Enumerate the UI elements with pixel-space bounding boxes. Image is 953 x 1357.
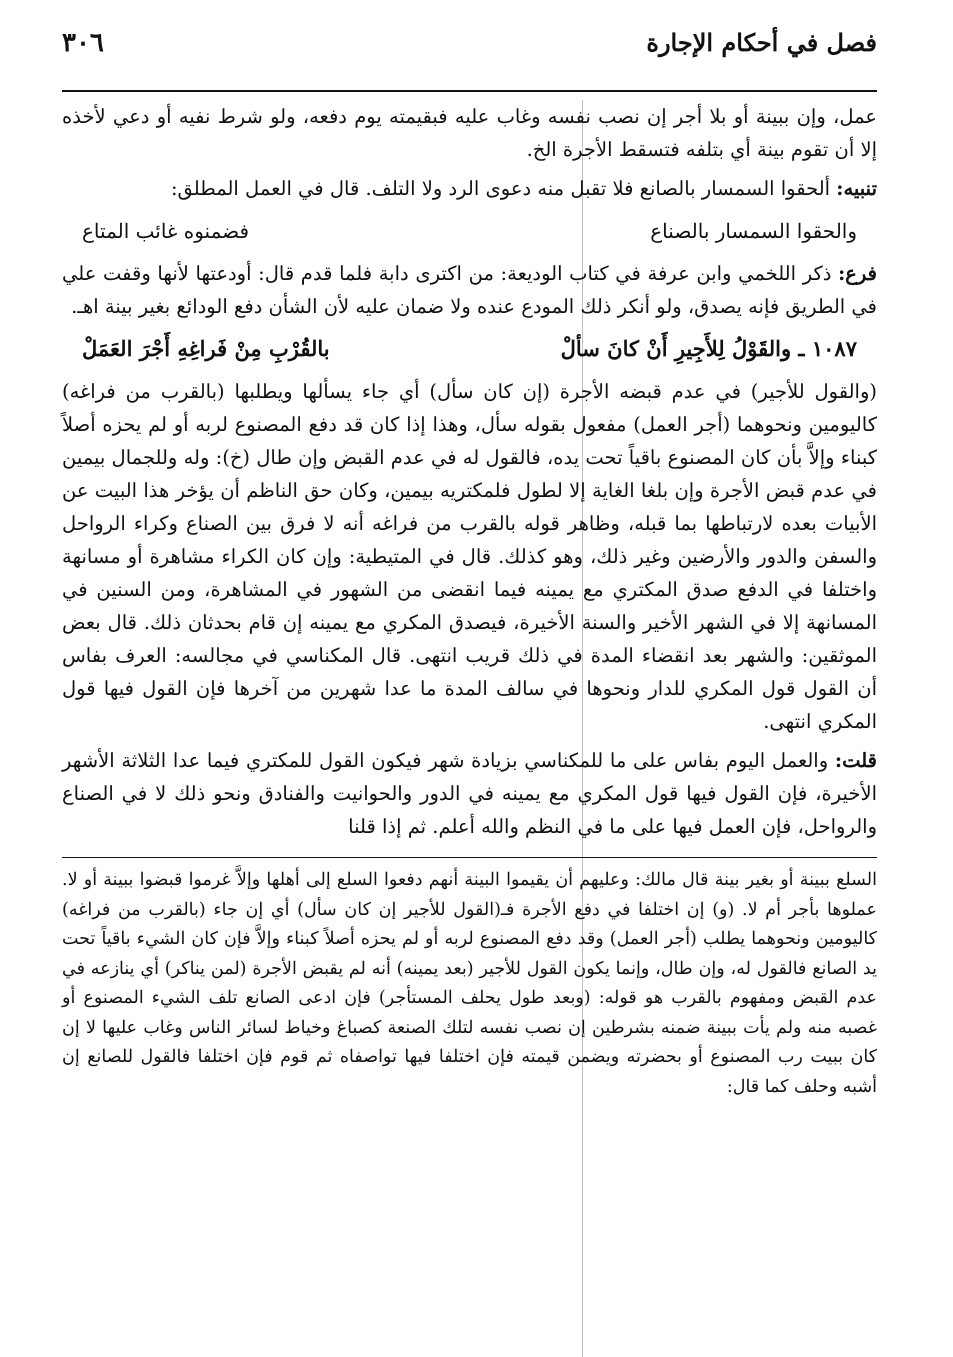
verse-line xyxy=(62,211,877,251)
commentary-paragraph: (والقول للأجير) في عدم قبضه الأجرة (إن كان سأل) أي جاء يسألها ويطلبها (بالقرب من فراغه) كاليومين ونحوهما (أجر العمل) مفعول بقوله سأل، وهذا إذا كان قد دفع المصنوع لربه أو لم يحزه أصلاً كبناء وإلاَّ بأن كان المصنوع باقياً تحت يده، فالقول له في عدم القبض وإن طال (خ): وله وللجمال بيمين في عدم قبض الأجرة وإن بلغا الغاية إلا لطول فلمكتريه بيمين، وكان حق الناظم أن يؤخر هذا البيت عن الأبيات بعده لارتباطها بما قبله، وظاهر قوله بالقرب من فراغه أنه لا فرق بين الصناع وكراء الرواحل والسفن والدور والأرضين وغير ذلك، وهو كذلك. قال في المتيطية: وإن كان الكراء مشاهرة أو مسانهة واختلفا في الدفع صدق المكتري مع يمينه فيما انقضى من الشهور في المشاهرة، ومن السنين في المسانهة إلا في الشهر الأخير والسنة الأخيرة، فيصدق المكري مع يمينه إن قام بحدثان ذلك. قال بعض الموثقين: والشهر بعد انقضاء المدة في ذلك قريب انتهى. قال المكناسي في مجالسه: العرف بفاس أن القول قول المكري للدار ونحوها في سالف المدة ما عدا شهرين من آخرها فإن القول فيها قول المكري انتهى. xyxy=(62,380,877,733)
verse-line-numbered xyxy=(62,329,877,369)
remark-text: والعمل اليوم بفاس على ما للمكناسي بزيادة شهر فيكون القول للمكتري فيما عدا الثلاثة الأشهر الأخيرة، فإن القول فيها قول المكري مع يمينه في الدور والحوانيت والفنادق ونحو ذلك لا في الصناع والرواحل، فإن العمل فيها على ما في النظم والله أعلم. ثم إذا قلنا xyxy=(62,749,877,838)
page-header xyxy=(62,28,877,90)
footnote xyxy=(62,866,877,1102)
branch-label: فرع: xyxy=(838,262,877,285)
footnote-rule xyxy=(62,857,877,858)
verse-hemistich: ١٠٨٧ ـ والقَوْلُ لِلأَجِيرِ أَنْ كانَ سألْ xyxy=(560,336,857,361)
page xyxy=(62,28,877,1102)
note-paragraph xyxy=(62,172,877,205)
header-rule xyxy=(62,90,877,92)
paragraph: عمل، وإن ببينة أو بلا أجر إن نصب نفسه وغاب عليه فبقيمته يوم دفعه، ولو شرط نفيه أو دعي لأخذه إلا أن تقوم بينة أي بتلفه فتسقط الأجرة الخ. xyxy=(62,105,877,161)
branch-paragraph xyxy=(62,257,877,323)
main-text xyxy=(62,100,877,843)
note-text: ألحقوا السمسار بالصانع فلا تقبل منه دعوى الرد ولا التلف. قال في العمل المطلق: xyxy=(170,177,831,200)
verse-hemistich: والحقوا السمسار بالصناع xyxy=(650,219,857,243)
footnote-text: السلع ببينة أو بغير بينة قال مالك: وعليهم أن يقيموا البينة أنهم دفعوا السلع إلى أهلها وإلاَّ غرموا قبضوا ببينة أو لا. عملوها بأجر أم لا. (و) إن اختلفا في دفع الأجرة فـ(القول للأجير إن كان سأل) أي إن جاء (بالقرب من فراغه) كاليومين ونحوهما يطلب (أجر العمل) وقد دفع المصنوع لربه أو لم يحزه أصلاً كبناء وإلاَّ فإن كان الشيء باقياً تحت يد الصانع فالقول له، وإن طال، وإنما يكون القول للأجير (بعد يمينه) أنه لم يقبض الأجرة (لمن يناكر) أي ينازعه في عدم القبض ومفهوم بالقرب هو قوله: (وبعد طول يحلف المستأجر) فإن ادعى الصانع تلف الشيء المصنوع أو غصبه منه ولم يأت ببينة ضمنه بشرطين إن نصب نفسه لتلك الصنعة كصباغ وخياط لسائر الناس وغاب عليها لا إن كان ببيت رب المصنوع أو بحضرته ويضمن قيمته فإن اختلفا فيها تواصفاه ثم قوم فإن اختلفا فالقول للصانع إن أشبه وحلف كما قال: xyxy=(62,870,877,1097)
note-label: تنبيه: xyxy=(836,177,877,200)
remark-label: قلت: xyxy=(834,749,877,772)
running-title: فصل في أحكام الإجارة xyxy=(646,28,877,57)
branch-text: ذكر اللخمي وابن عرفة في كتاب الوديعة: من اكترى دابة فلما قدم قال: أودعتها لأنها وقفت علي في الطريق فإنه يصدق، ولو أنكر ذلك المودع عنده ولا ضمان عليه لأن الشأن دفع الودائع بغير بينة اهـ. xyxy=(62,262,877,318)
verse-hemistich: بالقُرْبِ مِنْ فَراغِهِ أَجْرَ العَمَلْ xyxy=(82,336,330,361)
verse-hemistich: فضمنوه غائب المتاع xyxy=(82,219,250,243)
remark-paragraph xyxy=(62,744,877,843)
page-number: ٣٠٦ xyxy=(62,28,104,58)
